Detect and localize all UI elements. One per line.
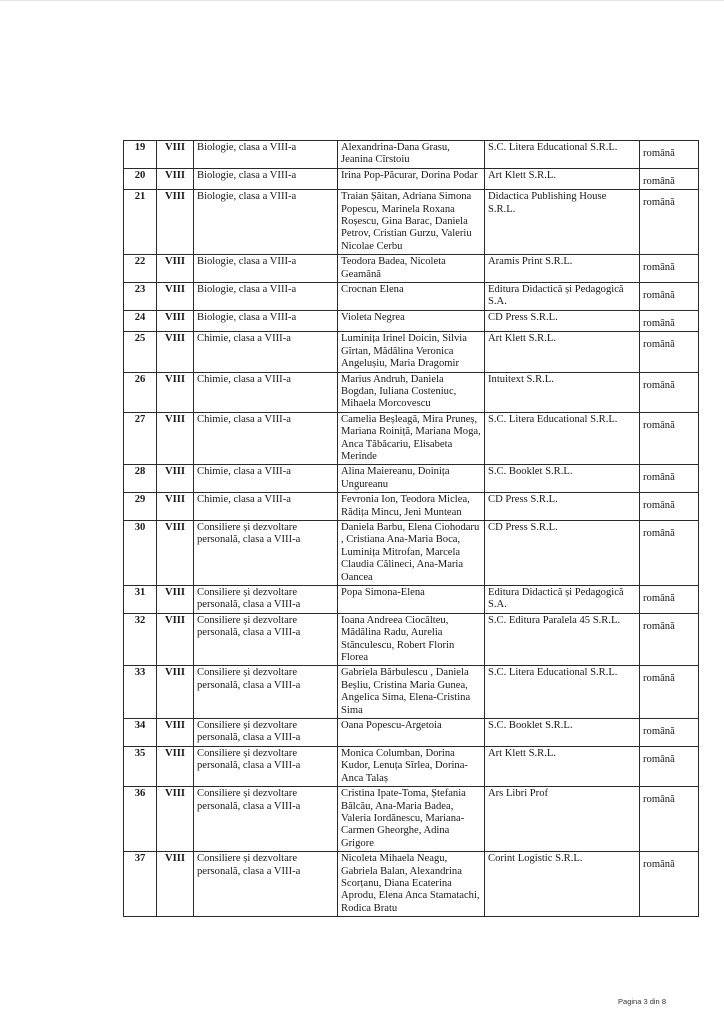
publisher: Intuitext S.R.L. — [488, 373, 554, 385]
table-row — [124, 787, 699, 852]
table-row — [124, 586, 699, 614]
authors-cell — [338, 465, 485, 493]
row-number: 22 — [134, 256, 146, 268]
publisher: CD Press S.R.L. — [488, 494, 558, 506]
publisher-cell — [485, 332, 640, 372]
language-cell — [640, 190, 699, 255]
textbook-title-cell — [194, 412, 338, 465]
authors: Gabriela Bărbulescu , Daniela Beșliu, Cristina Maria Gunea, Angelica Sima, Elena-Cristina Sima — [341, 667, 471, 716]
table-row — [124, 168, 699, 189]
textbook-title: Consiliere și dezvoltare personală, clasa a VIII-a — [197, 853, 301, 877]
table-row — [124, 372, 699, 412]
language: română — [643, 148, 675, 159]
grade-level: VIII — [164, 494, 186, 506]
grade-level-cell — [157, 310, 194, 331]
table-row — [124, 332, 699, 372]
table-body — [124, 141, 699, 917]
authors: Oana Popescu-Argetoia — [341, 720, 442, 732]
row-number: 37 — [134, 853, 146, 865]
grade-level-cell — [157, 613, 194, 666]
grade-level-cell — [157, 412, 194, 465]
grade-level: VIII — [164, 284, 186, 296]
publisher-cell — [485, 852, 640, 917]
grade-level: VIII — [164, 521, 186, 533]
textbook-title-cell — [194, 465, 338, 493]
grade-level-cell — [157, 332, 194, 372]
grade-level: VIII — [164, 614, 186, 626]
authors-cell — [338, 255, 485, 283]
textbook-title: Chimie, clasa a VIII-a — [197, 494, 291, 506]
textbook-title: Biologie, clasa a VIII-a — [197, 311, 297, 323]
table-row — [124, 852, 699, 917]
publisher: Art Klett S.R.L. — [488, 333, 556, 345]
authors-cell — [338, 141, 485, 169]
publisher: Editura Didactică și Pedagogică S.A. — [488, 587, 624, 611]
row-number-cell — [124, 746, 157, 786]
grade-level-cell — [157, 586, 194, 614]
grade-level-cell — [157, 787, 194, 852]
authors-cell — [338, 190, 485, 255]
textbook-title: Consiliere și dezvoltare personală, clasa a VIII-a — [197, 747, 301, 772]
language: română — [643, 175, 675, 187]
row-number: 20 — [134, 169, 146, 181]
publisher: Art Klett S.R.L. — [488, 747, 556, 759]
grade-level: VIII — [164, 373, 186, 385]
language: română — [643, 197, 675, 209]
publisher: CD Press S.R.L. — [488, 311, 558, 323]
row-number: 34 — [134, 720, 146, 732]
row-number: 23 — [134, 284, 146, 296]
row-number: 35 — [134, 747, 146, 759]
language: română — [643, 317, 675, 329]
textbook-title: Chimie, clasa a VIII-a — [197, 413, 291, 425]
language-cell — [640, 746, 699, 786]
textbook-title-cell — [194, 719, 338, 747]
textbook-title-cell — [194, 255, 338, 283]
table-row — [124, 493, 699, 521]
textbook-title: Chimie, clasa a VIII-a — [197, 333, 291, 345]
row-number-cell — [124, 493, 157, 521]
publisher: Corint Logistic S.R.L. — [488, 853, 583, 865]
language-cell — [640, 586, 699, 614]
language-cell — [640, 168, 699, 189]
textbook-title: Consiliere și dezvoltare personală, clasa a VIII-a — [197, 521, 301, 546]
textbook-title-cell — [194, 493, 338, 521]
publisher-cell — [485, 666, 640, 719]
grade-level-cell — [157, 719, 194, 747]
publisher-cell — [485, 372, 640, 412]
publisher-cell — [485, 168, 640, 189]
publisher: S.C. Litera Educational S.R.L. — [488, 142, 618, 153]
authors-cell — [338, 666, 485, 719]
authors: Marius Andruh, Daniela Bogdan, Iuliana Costeniuc, Mihaela Morcovescu — [341, 373, 457, 410]
row-number: 24 — [134, 311, 146, 323]
authors-cell — [338, 412, 485, 465]
row-number-cell — [124, 141, 157, 169]
row-number: 33 — [134, 667, 146, 679]
textbook-title-cell — [194, 746, 338, 786]
language: română — [643, 500, 675, 512]
authors: Alina Maiereanu, Doinița Ungureanu — [341, 466, 450, 490]
language-cell — [640, 310, 699, 331]
publisher-cell — [485, 746, 640, 786]
publisher-cell — [485, 412, 640, 465]
grade-level-cell — [157, 852, 194, 917]
publisher-cell — [485, 310, 640, 331]
textbook-title: Biologie, clasa a VIII-a — [197, 169, 297, 181]
authors: Daniela Barbu, Elena Ciohodaru , Cristiana Ana-Maria Boca, Luminița Mitrofan, Marcela Claudia Călineci, Ana-Maria Oancea — [341, 521, 480, 583]
language-cell — [640, 520, 699, 585]
publisher-cell — [485, 520, 640, 585]
publisher-cell — [485, 283, 640, 311]
language: română — [643, 753, 675, 765]
language: română — [643, 794, 675, 806]
textbook-title-cell — [194, 310, 338, 331]
grade-level: VIII — [164, 256, 186, 268]
row-number-cell — [124, 190, 157, 255]
row-number-cell — [124, 332, 157, 372]
grade-level: VIII — [164, 747, 186, 759]
grade-level-cell — [157, 372, 194, 412]
authors: Alexandrina-Dana Grasu, Jeanina Cîrstoiu — [341, 142, 450, 166]
table-row — [124, 310, 699, 331]
row-number-cell — [124, 719, 157, 747]
grade-level: VIII — [164, 333, 186, 345]
row-number-cell — [124, 787, 157, 852]
table-row — [124, 412, 699, 465]
table-row — [124, 613, 699, 666]
publisher: S.C. Booklet S.R.L. — [488, 466, 573, 478]
grade-level-cell — [157, 255, 194, 283]
language: română — [643, 726, 675, 738]
row-number-cell — [124, 465, 157, 493]
language-cell — [640, 852, 699, 917]
authors: Teodora Badea, Nicoleta Geamănă — [341, 256, 446, 280]
authors: Traian Șăitan, Adriana Simona Popescu, Marinela Roxana Roșescu, Gina Barac, Daniela Petrov, Cristian Gurzu, Valeriu Nicolae Cerbu — [341, 191, 472, 252]
row-number-cell — [124, 168, 157, 189]
textbook-title: Chimie, clasa a VIII-a — [197, 373, 291, 385]
textbook-title: Consiliere și dezvoltare personală, clasa a VIII-a — [197, 587, 301, 611]
authors: Ioana Andreea Ciocâlteu, Mădălina Radu, Aurelia Stănculescu, Robert Florin Florea — [341, 614, 455, 664]
authors-cell — [338, 852, 485, 917]
table-row — [124, 190, 699, 255]
textbook-table — [123, 140, 699, 917]
grade-level: VIII — [164, 169, 186, 181]
language-cell — [640, 332, 699, 372]
publisher-cell — [485, 141, 640, 169]
grade-level-cell — [157, 746, 194, 786]
publisher: Didactica Publishing House S.R.L. — [488, 191, 607, 215]
publisher: Art Klett S.R.L. — [488, 169, 556, 181]
row-number-cell — [124, 666, 157, 719]
language-cell — [640, 465, 699, 493]
row-number: 27 — [134, 413, 146, 425]
language-cell — [640, 141, 699, 169]
row-number: 28 — [134, 466, 146, 478]
publisher: Editura Didactică și Pedagogică S.A. — [488, 284, 624, 308]
authors: Fevronia Ion, Teodora Miclea, Rădița Mincu, Jeni Muntean — [341, 494, 470, 518]
authors: Luminița Irinel Doicin, Silvia Gîrtan, Mădălina Veronica Angelușiu, Maria Dragomir — [341, 333, 467, 370]
grade-level: VIII — [164, 311, 186, 323]
publisher: S.C. Editura Paralela 45 S.R.L. — [488, 614, 621, 626]
language: română — [643, 339, 675, 351]
grade-level: VIII — [164, 667, 186, 679]
language-cell — [640, 719, 699, 747]
row-number: 26 — [134, 373, 146, 385]
row-number: 30 — [134, 521, 146, 533]
authors-cell — [338, 520, 485, 585]
grade-level-cell — [157, 168, 194, 189]
language-cell — [640, 412, 699, 465]
authors: Camelia Beșleagă, Mira Pruneș, Mariana Roiniță, Mariana Moga, Anca Tăbăcariu, Elisabeta Merinde — [341, 413, 481, 462]
authors: Cristina Ipate-Toma, Ștefania Bălcău, Ana-Maria Badea, Valeria Iordănescu, Mariana-Carmen Gheorghe, Adina Grigore — [341, 788, 466, 849]
publisher-cell — [485, 787, 640, 852]
grade-level: VIII — [164, 142, 186, 153]
row-number-cell — [124, 310, 157, 331]
textbook-title: Biologie, clasa a VIII-a — [197, 284, 297, 296]
row-number: 25 — [134, 333, 146, 345]
row-number-cell — [124, 852, 157, 917]
language: română — [643, 859, 675, 871]
textbook-title-cell — [194, 852, 338, 917]
grade-level: VIII — [164, 720, 186, 732]
textbook-title-cell — [194, 586, 338, 614]
row-number: 21 — [134, 191, 146, 203]
table-row — [124, 719, 699, 747]
language: română — [643, 620, 675, 632]
grade-level: VIII — [164, 853, 186, 865]
textbook-title-cell — [194, 141, 338, 169]
textbook-title-cell — [194, 372, 338, 412]
row-number-cell — [124, 255, 157, 283]
authors-cell — [338, 586, 485, 614]
row-number-cell — [124, 520, 157, 585]
publisher-cell — [485, 719, 640, 747]
authors-cell — [338, 787, 485, 852]
textbook-title: Consiliere și dezvoltare personală, clasa a VIII-a — [197, 720, 301, 744]
publisher-cell — [485, 586, 640, 614]
authors: Monica Columban, Dorina Kudor, Lenuța Sîrlea, Dorina-Anca Talaș — [341, 747, 468, 784]
textbook-title: Biologie, clasa a VIII-a — [197, 191, 297, 203]
authors-cell — [338, 613, 485, 666]
grade-level-cell — [157, 283, 194, 311]
textbook-title-cell — [194, 666, 338, 719]
textbook-title-cell — [194, 520, 338, 585]
language: română — [643, 673, 675, 685]
authors: Irina Pop-Păcurar, Dorina Podar — [341, 169, 478, 181]
language: română — [643, 593, 675, 604]
row-number: 19 — [134, 142, 146, 153]
textbook-title-cell — [194, 168, 338, 189]
publisher: Aramis Print S.R.L. — [488, 256, 573, 268]
authors-cell — [338, 310, 485, 331]
table-row — [124, 255, 699, 283]
grade-level-cell — [157, 666, 194, 719]
textbook-title: Consiliere și dezvoltare personală, clasa a VIII-a — [197, 614, 301, 639]
row-number: 32 — [134, 614, 146, 626]
textbook-title-cell — [194, 787, 338, 852]
row-number-cell — [124, 412, 157, 465]
row-number: 31 — [134, 587, 146, 598]
language-cell — [640, 666, 699, 719]
publisher-cell — [485, 190, 640, 255]
language: română — [643, 419, 675, 431]
language: română — [643, 472, 675, 484]
publisher: Ars Libri Prof — [488, 788, 549, 800]
row-number-cell — [124, 283, 157, 311]
grade-level: VIII — [164, 587, 186, 598]
row-number: 36 — [134, 788, 146, 800]
grade-level: VIII — [164, 191, 186, 203]
textbook-title-cell — [194, 283, 338, 311]
grade-level-cell — [157, 141, 194, 169]
language-cell — [640, 283, 699, 311]
authors: Violeta Negrea — [341, 311, 405, 323]
authors-cell — [338, 168, 485, 189]
row-number-cell — [124, 613, 157, 666]
language: română — [643, 527, 675, 539]
authors-cell — [338, 372, 485, 412]
textbook-title: Consiliere și dezvoltare personală, clasa a VIII-a — [197, 667, 301, 691]
table-row — [124, 666, 699, 719]
grade-level-cell — [157, 190, 194, 255]
textbook-title: Chimie, clasa a VIII-a — [197, 466, 291, 478]
page-number: Pagina 3 din 8 — [618, 997, 666, 1006]
language-cell — [640, 787, 699, 852]
textbook-title: Consiliere și dezvoltare personală, clasa a VIII-a — [197, 788, 301, 812]
row-number: 29 — [134, 494, 146, 506]
row-number-cell — [124, 586, 157, 614]
language-cell — [640, 613, 699, 666]
publisher-cell — [485, 255, 640, 283]
page-top-edge — [0, 0, 724, 1]
publisher: S.C. Litera Educational S.R.L. — [488, 413, 618, 425]
table-row — [124, 746, 699, 786]
textbook-title: Biologie, clasa a VIII-a — [197, 256, 297, 268]
language: română — [643, 290, 675, 302]
authors-cell — [338, 332, 485, 372]
table-row — [124, 141, 699, 169]
language-cell — [640, 493, 699, 521]
table-row — [124, 283, 699, 311]
authors-cell — [338, 746, 485, 786]
grade-level-cell — [157, 493, 194, 521]
publisher: S.C. Booklet S.R.L. — [488, 720, 573, 732]
authors: Crocnan Elena — [341, 284, 404, 296]
grade-level: VIII — [164, 413, 186, 425]
authors-cell — [338, 719, 485, 747]
textbook-title-cell — [194, 613, 338, 666]
grade-level-cell — [157, 520, 194, 585]
grade-level: VIII — [164, 466, 186, 478]
authors: Popa Simona-Elena — [341, 587, 425, 598]
textbook-title-cell — [194, 332, 338, 372]
textbook-title-cell — [194, 190, 338, 255]
authors: Nicoleta Mihaela Neagu, Gabriela Balan, Alexandrina Scorțanu, Diana Ecaterina Aprodu, Elena Anca Stamatachi, Rodica Bratu — [341, 853, 480, 914]
table-row — [124, 465, 699, 493]
language: română — [643, 262, 675, 274]
table-row — [124, 520, 699, 585]
authors-cell — [338, 283, 485, 311]
language: română — [643, 379, 675, 391]
grade-level: VIII — [164, 788, 186, 800]
authors-cell — [338, 493, 485, 521]
grade-level-cell — [157, 465, 194, 493]
publisher: CD Press S.R.L. — [488, 521, 558, 533]
publisher-cell — [485, 493, 640, 521]
textbook-title: Biologie, clasa a VIII-a — [197, 142, 297, 153]
publisher-cell — [485, 613, 640, 666]
publisher: S.C. Litera Educational S.R.L. — [488, 667, 618, 679]
language-cell — [640, 372, 699, 412]
language-cell — [640, 255, 699, 283]
row-number-cell — [124, 372, 157, 412]
publisher-cell — [485, 465, 640, 493]
